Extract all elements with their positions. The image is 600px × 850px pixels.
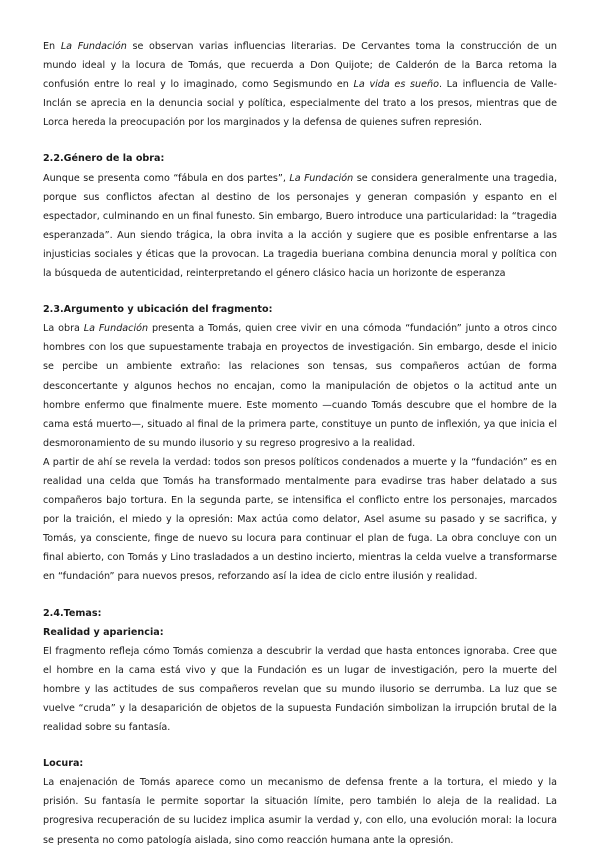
argumento-paragraph-1: La obra La Fundación presenta a Tomás, quien cree vivir en una cómoda “fundación” junto a otros cinco hombres con los que supuestamente trabaja en proyectos de investigación. Sin embargo, desde el inicio se percibe un ambiente extraño: las relaciones son tensas, sus compañeros actúan de forma desconcertante y algunos hechos no encajan, como la manipulación de objetos o la actitud ante un hombre enfermo que finalmente muere. Este momento —cuando Tomás descubre que el hombre de la cama está muerto—, situado al final de la primera parte, constituye un punto de inflexión, ya que inicia el desmoronamiento de su mundo ilusorio y su regreso progresivo a la realidad. [43,323,557,449]
section-heading-temas: 2.4.Temas: [43,607,102,619]
work-title: La Fundación [289,172,354,184]
section-heading-argumento: 2.3.Argumento y ubicación del fragmento: [43,304,273,316]
argumento-paragraph-2: A partir de ahí se revela la verdad: todos son presos políticos condenados a muerte y la “fundación” es en realidad una celda que Tomás ha transformado mentalmente para evadirse tras haber delatado a sus compañeros bajo tortura. En la segunda parte, se intensifica el conflicto entre los personajes, marcados por la traición, el miedo y la opresión: Max actúa como delator, Asel asume su pasado y se sacrifica, y Tomás, ya consciente, finge de nuevo su locura para continuar el plan de fuga. La obra concluye con un final abierto, con Tomás y Lino trasladados a un destino incierto, mientras la celda vuelve a transformarse en “fundación” para nuevos presos, reforzando así la idea de ciclo entre ilusión y realidad. [43,456,557,583]
work-title: La Fundación [60,41,127,52]
work-title: La Fundación [83,323,149,335]
locura-paragraph: La enajenación de Tomás aparece como un mecanismo de defensa frente a la tortura, el miedo y la prisión. Su fantasía le permite soportar la situación límite, pero también lo aleja de la realidad. La progresiva recuperación de su lucidez implica asumir la verdad y, con ello, una evolución moral: la locura se presenta no como patología aislada, sino como reacción humana ante la opresión. [43,777,557,846]
genero-paragraph: Aunque se presenta como “fábula en dos partes”, La Fundación se considera generalmente una tragedia, porque sus conflictos afectan al destino de los personajes y generan compasión y espanto en el espectador, culminando en un final funesto. Sin embargo, Buero introduce una particularidad: la “tragedia esperanzada”. Aun siendo trágica, la obra invita a la acción y sugiere que es posible enfrentarse a las injusticias sociales y éticas que la provocan. La tragedia bueriana combina denuncia moral y política con la búsqueda de autenticidad, reinterpretando el género clásico hacia un horizonte de esperanza [43,172,557,280]
argumento-section [43,300,557,586]
intro-paragraph: En La Fundación se observan varias influencias literarias. De Cervantes toma la construcción de un mundo ideal y la locura de Tomás, que recuerda a Don Quijote; de Calderón de la Barca retoma la confusión entre lo real y lo imaginado, como Segismundo en La vida es sueño. La influencia de Valle-Inclán se aprecia en la denuncia social y política, especialmente del trato a los presos, mientras que de Lorca hereda la preocupación por los marginados y la defensa de quienes sufren represión. [43,41,557,129]
locura-section [43,754,557,849]
temas-section [43,604,557,738]
intro-section [43,37,557,132]
subheading-locura: Locura: [43,758,84,770]
realidad-paragraph: El fragmento refleja cómo Tomás comienza a descubrir la verdad que hasta entonces ignoraba. Cree que el hombre en la cama está vivo y que la Fundación es un lugar de investigación, pero la muerte del hombre y las actitudes de sus compañeros revelan que su mundo ilusorio se derrumba. La luz que se vuelve “cruda” y la desaparición de objetos de la supuesta Fundación simbolizan la irrupción brutal de la realidad sobre su fantasía. [43,645,557,734]
work-title: La vida es sueño [353,79,439,91]
genero-section [43,149,557,283]
section-heading-genero: 2.2.Género de la obra: [43,153,165,165]
subheading-realidad: Realidad y apariencia: [43,626,164,638]
